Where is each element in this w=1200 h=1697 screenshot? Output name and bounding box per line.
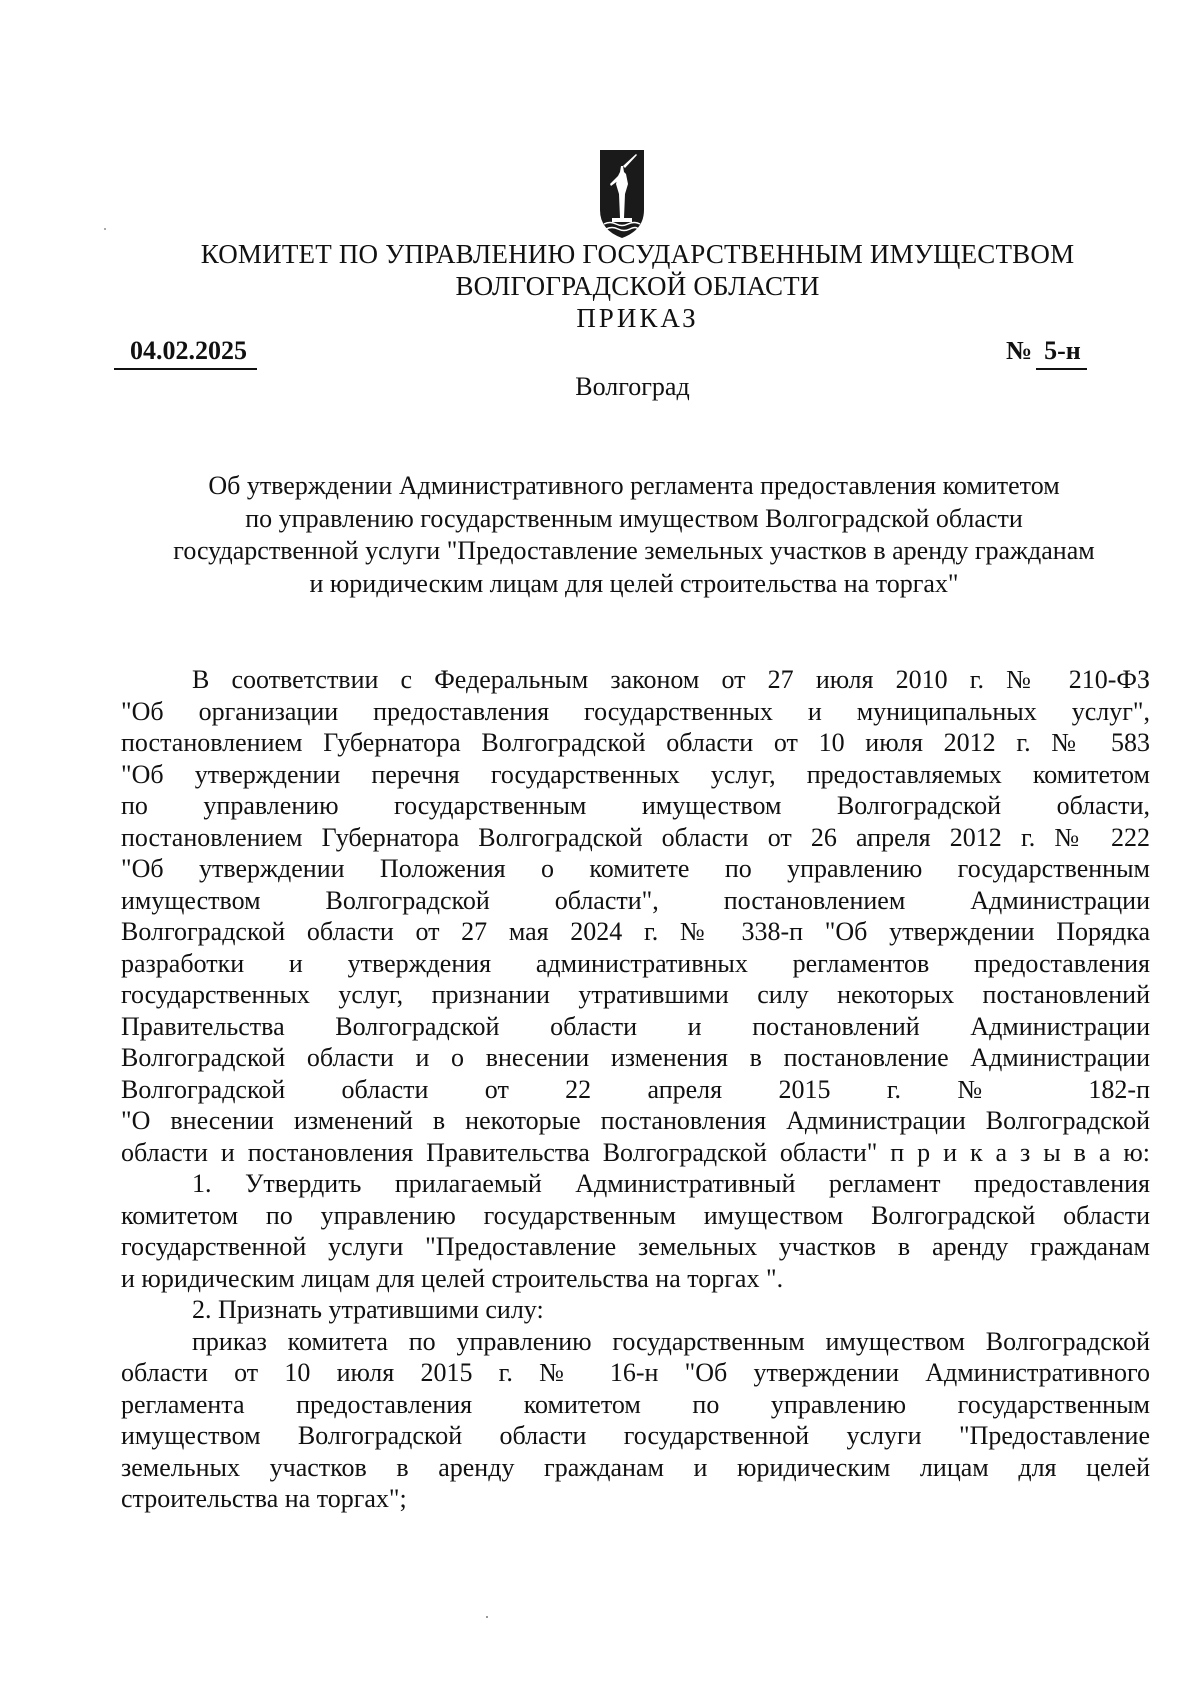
scan-speck: [486, 1616, 488, 1618]
order-number: [1006, 336, 1087, 370]
body-line: имуществом Волгоградской области", постановлением Администрации: [121, 885, 1150, 915]
body-line: 1. Утвердить прилагаемый Административный регламент предоставления: [192, 1169, 1150, 1198]
body-line: В соответствии с Федеральным законом от 27 июля 2010 г. № 210-ФЗ: [192, 665, 1150, 694]
volgograd-coat-of-arms-icon: [598, 148, 646, 240]
subject-line: по управлению государственным имуществом Волгоградской области: [245, 503, 1023, 533]
body-line: государственной услуги "Предоставление земельных участков в аренду гражданам: [121, 1232, 1150, 1261]
issuing-authority: [0, 238, 1200, 334]
body-line: постановлением Губернатора Волгоградской области от 10 июля 2012 г. № 583: [121, 728, 1150, 757]
body-line: по управлению государственным имуществом Волгоградской области,: [121, 791, 1150, 820]
body-line: и юридическим лицам для целей строительства на торгах ".: [121, 1263, 784, 1293]
body-line: 2. Признать утратившими силу:: [192, 1295, 544, 1324]
order-subject: [118, 470, 1150, 600]
body-line: "Об утверждении перечня государственных услуг, предоставляемых комитетом: [121, 759, 1150, 789]
body-line: области и постановления Правительства Волгоградской области" п р и к а з ы в а ю:: [121, 1137, 1150, 1167]
body-line: области от 10 июля 2015 г. № 16-н "Об утверждении Административного: [121, 1358, 1150, 1387]
scan-speck: [104, 228, 106, 230]
body-line: "Об утверждении Положения о комитете по управлению государственным: [121, 854, 1150, 883]
authority-name-line-2: ВОЛГОГРАДСКОЙ ОБЛАСТИ: [455, 271, 820, 301]
body-line: разработки и утверждения административных регламентов предоставления: [121, 948, 1150, 978]
body-line: государственных услуг, признании утратившими силу некоторых постановлений: [121, 980, 1150, 1009]
city-name: Волгоград: [575, 372, 690, 401]
authority-name-line-1: КОМИТЕТ ПО УПРАВЛЕНИЮ ГОСУДАРСТВЕННЫМ ИМУЩЕСТВОМ: [200, 239, 1075, 269]
subject-line: государственной услуги "Предоставление земельных участков в аренду гражданам: [173, 536, 1095, 565]
body-line: Волгоградской области и о внесении изменения в постановление Администрации: [121, 1043, 1150, 1072]
subject-line: Об утверждении Административного регламента предоставления комитетом: [208, 471, 1060, 500]
order-body: [121, 664, 1150, 1515]
body-line: строительства на торгах";: [121, 1484, 407, 1513]
body-line: имуществом Волгоградской области государственной услуги "Предоставление: [121, 1421, 1150, 1450]
body-line: постановлением Губернатора Волгоградской области от 26 апреля 2012 г. № 222: [121, 822, 1150, 852]
order-number-value: 5-н: [1036, 336, 1087, 370]
body-line: приказ комитета по управлению государственным имуществом Волгоградской: [192, 1326, 1150, 1356]
body-line: "О внесении изменений в некоторые постановления Администрации Волгоградской: [121, 1106, 1150, 1135]
body-line: Правительства Волгоградской области и постановлений Администрации: [121, 1011, 1150, 1041]
number-sign: №: [1006, 336, 1033, 365]
body-line: Волгоградской области от 22 апреля 2015 г. № 182-п: [121, 1074, 1150, 1104]
subject-line: и юридическим лицам для целей строительства на торгах": [309, 568, 959, 598]
body-line: регламента предоставления комитетом по управлению государственным: [121, 1389, 1150, 1419]
document-type: ПРИКАЗ: [576, 303, 699, 333]
order-date: 04.02.2025: [114, 336, 257, 370]
body-line: земельных участков в аренду гражданам и юридическим лицам для целей: [121, 1452, 1150, 1482]
body-line: комитетом по управлению государственным имуществом Волгоградской области: [121, 1200, 1150, 1230]
body-line: Волгоградской области от 27 мая 2024 г. № 338-п "Об утверждении Порядка: [121, 917, 1150, 946]
body-line: "Об организации предоставления государственных и муниципальных услуг",: [121, 696, 1150, 726]
